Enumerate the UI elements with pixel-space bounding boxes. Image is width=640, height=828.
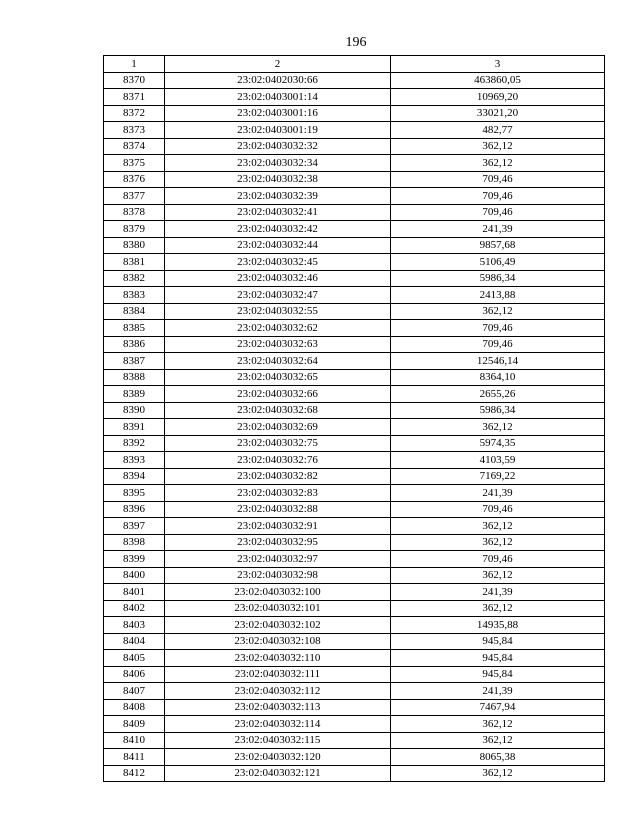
value-cell: 362,12: [391, 303, 605, 320]
cadastral-number-cell: 23:02:0403032:62: [165, 320, 391, 337]
cadastral-number-cell: 23:02:0403001:14: [165, 89, 391, 106]
cadastral-number-cell: 23:02:0403032:115: [165, 732, 391, 749]
cadastral-number-cell: 23:02:0403032:113: [165, 699, 391, 716]
row-number-cell: 8375: [104, 155, 165, 172]
row-number-cell: 8409: [104, 716, 165, 733]
cadastral-number-cell: 23:02:0403032:41: [165, 204, 391, 221]
cadastral-number-cell: 23:02:0403001:16: [165, 105, 391, 122]
cadastral-number-cell: 23:02:0403032:101: [165, 600, 391, 617]
table-row: [104, 699, 605, 716]
value-cell: 2655,26: [391, 386, 605, 403]
table-row: [104, 419, 605, 436]
row-number-cell: 8390: [104, 402, 165, 419]
cadastral-number-cell: 23:02:0403032:88: [165, 501, 391, 518]
table-row: [104, 435, 605, 452]
row-number-cell: 8402: [104, 600, 165, 617]
table-row: [104, 122, 605, 139]
row-number-cell: 8377: [104, 188, 165, 205]
value-cell: 362,12: [391, 765, 605, 782]
table-row: [104, 650, 605, 667]
cadastral-number-cell: 23:02:0403032:114: [165, 716, 391, 733]
row-number-cell: 8372: [104, 105, 165, 122]
table-row: [104, 468, 605, 485]
row-number-cell: 8380: [104, 237, 165, 254]
cadastral-number-cell: 23:02:0403032:97: [165, 551, 391, 568]
cadastral-number-cell: 23:02:0403032:38: [165, 171, 391, 188]
table-row: [104, 105, 605, 122]
value-cell: 5106,49: [391, 254, 605, 271]
table-row: [104, 237, 605, 254]
table-header: [104, 56, 605, 73]
table-row: [104, 567, 605, 584]
row-number-cell: 8388: [104, 369, 165, 386]
cadastral-number-cell: 23:02:0403032:69: [165, 419, 391, 436]
cadastral-number-cell: 23:02:0403032:39: [165, 188, 391, 205]
table-row: [104, 518, 605, 535]
table-row: [104, 386, 605, 403]
cadastral-number-cell: 23:02:0403032:42: [165, 221, 391, 238]
value-cell: 241,39: [391, 221, 605, 238]
row-number-cell: 8373: [104, 122, 165, 139]
value-cell: 14935,88: [391, 617, 605, 634]
cadastral-number-cell: 23:02:0402030:66: [165, 72, 391, 89]
row-number-cell: 8371: [104, 89, 165, 106]
value-cell: 4103,59: [391, 452, 605, 469]
table-row: [104, 171, 605, 188]
value-cell: 33021,20: [391, 105, 605, 122]
cadastral-number-cell: 23:02:0403032:95: [165, 534, 391, 551]
data-table: [103, 55, 605, 782]
row-number-cell: 8406: [104, 666, 165, 683]
value-cell: 482,77: [391, 122, 605, 139]
value-cell: 362,12: [391, 567, 605, 584]
value-cell: 362,12: [391, 716, 605, 733]
column-header-2: 2: [165, 56, 391, 73]
table-row: [104, 72, 605, 89]
value-cell: 709,46: [391, 188, 605, 205]
header-row: [104, 56, 605, 73]
row-number-cell: 8386: [104, 336, 165, 353]
cadastral-number-cell: 23:02:0403032:111: [165, 666, 391, 683]
row-number-cell: 8398: [104, 534, 165, 551]
cadastral-number-cell: 23:02:0403032:102: [165, 617, 391, 634]
table-row: [104, 221, 605, 238]
table-row: [104, 452, 605, 469]
table-row: [104, 683, 605, 700]
table-row: [104, 353, 605, 370]
cadastral-number-cell: 23:02:0403032:120: [165, 749, 391, 766]
table-row: [104, 732, 605, 749]
table-row: [104, 485, 605, 502]
cadastral-number-cell: 23:02:0403032:45: [165, 254, 391, 271]
cadastral-number-cell: 23:02:0403032:91: [165, 518, 391, 535]
row-number-cell: 8400: [104, 567, 165, 584]
row-number-cell: 8385: [104, 320, 165, 337]
table-row: [104, 584, 605, 601]
table-row: [104, 369, 605, 386]
table-row: [104, 633, 605, 650]
row-number-cell: 8410: [104, 732, 165, 749]
row-number-cell: 8378: [104, 204, 165, 221]
table-row: [104, 551, 605, 568]
row-number-cell: 8399: [104, 551, 165, 568]
row-number-cell: 8405: [104, 650, 165, 667]
value-cell: 8364,10: [391, 369, 605, 386]
table-row: [104, 138, 605, 155]
value-cell: 5974,35: [391, 435, 605, 452]
value-cell: 12546,14: [391, 353, 605, 370]
cadastral-number-cell: 23:02:0403032:64: [165, 353, 391, 370]
table-row: [104, 336, 605, 353]
row-number-cell: 8392: [104, 435, 165, 452]
value-cell: 709,46: [391, 501, 605, 518]
value-cell: 362,12: [391, 155, 605, 172]
cadastral-number-cell: 23:02:0403032:100: [165, 584, 391, 601]
table-row: [104, 188, 605, 205]
column-header-3: 3: [391, 56, 605, 73]
value-cell: 362,12: [391, 732, 605, 749]
value-cell: 7169,22: [391, 468, 605, 485]
table-row: [104, 287, 605, 304]
table-row: [104, 666, 605, 683]
row-number-cell: 8382: [104, 270, 165, 287]
cadastral-number-cell: 23:02:0403032:76: [165, 452, 391, 469]
row-number-cell: 8389: [104, 386, 165, 403]
row-number-cell: 8387: [104, 353, 165, 370]
cadastral-number-cell: 23:02:0403032:32: [165, 138, 391, 155]
value-cell: 241,39: [391, 584, 605, 601]
table-row: [104, 254, 605, 271]
cadastral-number-cell: 23:02:0403032:98: [165, 567, 391, 584]
value-cell: 709,46: [391, 171, 605, 188]
row-number-cell: 8397: [104, 518, 165, 535]
table-row: [104, 270, 605, 287]
row-number-cell: 8395: [104, 485, 165, 502]
row-number-cell: 8396: [104, 501, 165, 518]
row-number-cell: 8384: [104, 303, 165, 320]
cadastral-number-cell: 23:02:0403032:82: [165, 468, 391, 485]
row-number-cell: 8376: [104, 171, 165, 188]
row-number-cell: 8394: [104, 468, 165, 485]
table-row: [104, 89, 605, 106]
value-cell: 362,12: [391, 600, 605, 617]
cadastral-number-cell: 23:02:0403032:55: [165, 303, 391, 320]
value-cell: 9857,68: [391, 237, 605, 254]
value-cell: 241,39: [391, 683, 605, 700]
value-cell: 709,46: [391, 320, 605, 337]
cadastral-number-cell: 23:02:0403001:19: [165, 122, 391, 139]
value-cell: 5986,34: [391, 402, 605, 419]
value-cell: 5986,34: [391, 270, 605, 287]
row-number-cell: 8411: [104, 749, 165, 766]
row-number-cell: 8370: [104, 72, 165, 89]
table-row: [104, 617, 605, 634]
cadastral-number-cell: 23:02:0403032:121: [165, 765, 391, 782]
row-number-cell: 8412: [104, 765, 165, 782]
cadastral-number-cell: 23:02:0403032:63: [165, 336, 391, 353]
row-number-cell: 8381: [104, 254, 165, 271]
value-cell: 10969,20: [391, 89, 605, 106]
cadastral-number-cell: 23:02:0403032:44: [165, 237, 391, 254]
value-cell: 8065,38: [391, 749, 605, 766]
table-row: [104, 303, 605, 320]
cadastral-number-cell: 23:02:0403032:112: [165, 683, 391, 700]
row-number-cell: 8393: [104, 452, 165, 469]
row-number-cell: 8408: [104, 699, 165, 716]
cadastral-number-cell: 23:02:0403032:34: [165, 155, 391, 172]
value-cell: 709,46: [391, 551, 605, 568]
row-number-cell: 8374: [104, 138, 165, 155]
cadastral-number-cell: 23:02:0403032:46: [165, 270, 391, 287]
value-cell: 362,12: [391, 419, 605, 436]
table-row: [104, 155, 605, 172]
table-row: [104, 501, 605, 518]
row-number-cell: 8383: [104, 287, 165, 304]
cadastral-number-cell: 23:02:0403032:66: [165, 386, 391, 403]
row-number-cell: 8403: [104, 617, 165, 634]
cadastral-number-cell: 23:02:0403032:75: [165, 435, 391, 452]
value-cell: 709,46: [391, 204, 605, 221]
value-cell: 362,12: [391, 138, 605, 155]
row-number-cell: 8401: [104, 584, 165, 601]
column-header-1: 1: [104, 56, 165, 73]
cadastral-number-cell: 23:02:0403032:108: [165, 633, 391, 650]
value-cell: 241,39: [391, 485, 605, 502]
table-row: [104, 204, 605, 221]
value-cell: 709,46: [391, 336, 605, 353]
table-row: [104, 749, 605, 766]
value-cell: 7467,94: [391, 699, 605, 716]
table-row: [104, 716, 605, 733]
row-number-cell: 8379: [104, 221, 165, 238]
cadastral-number-cell: 23:02:0403032:47: [165, 287, 391, 304]
row-number-cell: 8407: [104, 683, 165, 700]
table-row: [104, 534, 605, 551]
table-row: [104, 765, 605, 782]
value-cell: 945,84: [391, 633, 605, 650]
value-cell: 945,84: [391, 666, 605, 683]
row-number-cell: 8391: [104, 419, 165, 436]
table-row: [104, 600, 605, 617]
page-number: 196: [345, 35, 367, 50]
cadastral-number-cell: 23:02:0403032:65: [165, 369, 391, 386]
value-cell: 362,12: [391, 534, 605, 551]
cadastral-number-cell: 23:02:0403032:110: [165, 650, 391, 667]
cadastral-number-cell: 23:02:0403032:68: [165, 402, 391, 419]
row-number-cell: 8404: [104, 633, 165, 650]
value-cell: 463860,05: [391, 72, 605, 89]
cadastral-number-cell: 23:02:0403032:83: [165, 485, 391, 502]
value-cell: 2413,88: [391, 287, 605, 304]
table-row: [104, 402, 605, 419]
table-row: [104, 320, 605, 337]
value-cell: 362,12: [391, 518, 605, 535]
value-cell: 945,84: [391, 650, 605, 667]
table-body: [104, 72, 605, 782]
